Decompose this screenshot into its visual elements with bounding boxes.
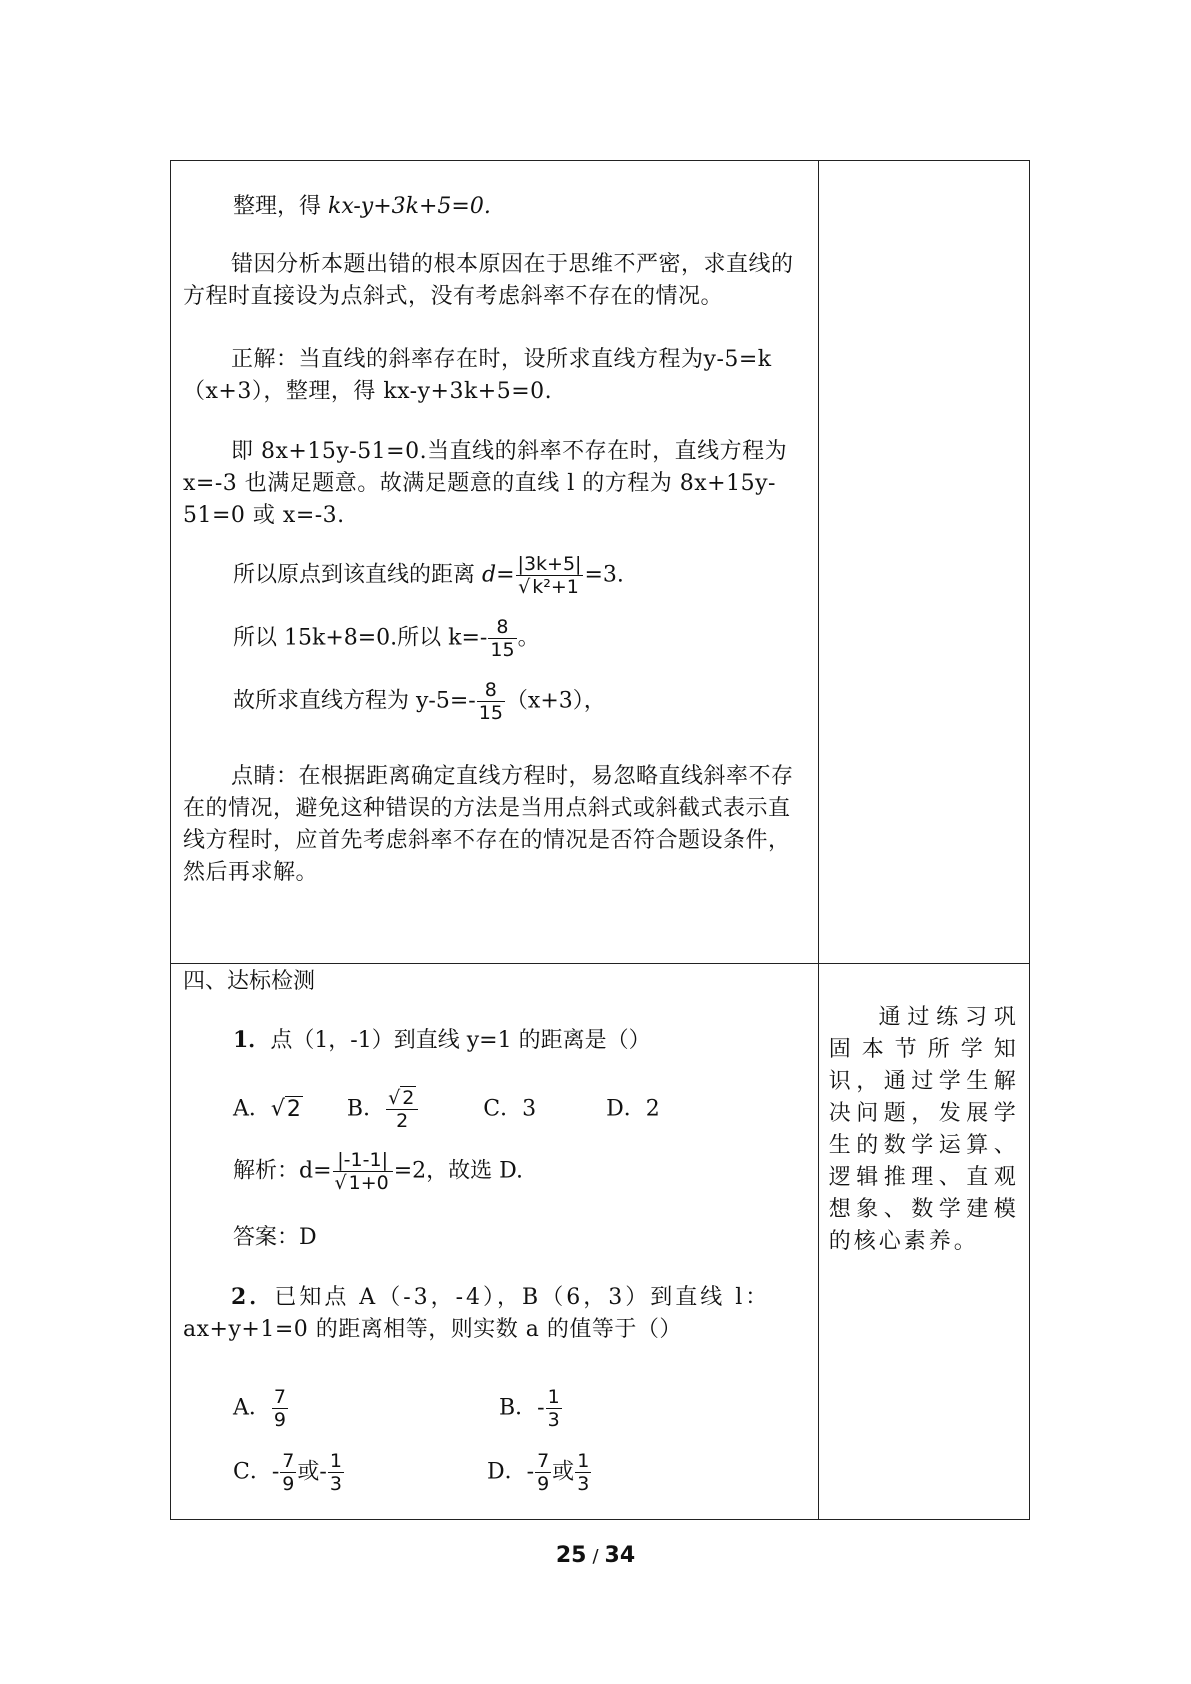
option-a-label: A． (233, 1096, 271, 1122)
equation: kx-y+3k+5=0. (328, 194, 491, 219)
numerator: 1 (577, 1450, 590, 1472)
question-1 (233, 1024, 651, 1057)
note-paragraph (183, 761, 803, 889)
total-pages: 34 (604, 1543, 636, 1568)
q2-option-a (233, 1386, 289, 1431)
option-b-value: $\frac{√ 2}{2}$ (386, 1087, 418, 1132)
text: 解析：d= (233, 1158, 332, 1184)
conclusion-text: 即 8x+15y-51=0.当直线的斜率不存在时，直线方程为 x=-3 也满足题意。故满足题意的直线 l 的方程为 8x+15y-51=0 或 x=-3. (183, 439, 788, 528)
objective-text (829, 1002, 1019, 1258)
text: =2，故选 D. (393, 1158, 524, 1184)
page-separator: / (592, 1546, 599, 1567)
denominator: 9 (282, 1473, 295, 1495)
text: 所以原点到该直线的距离 (233, 562, 476, 588)
text: 或 (552, 1459, 575, 1485)
denominator: 15 (478, 702, 503, 724)
q1-analysis (233, 1149, 523, 1194)
text: 。 (517, 625, 540, 651)
exercise-cell (171, 964, 819, 1520)
question-number: 1． (233, 1027, 271, 1053)
q1-answer: 答案：D (233, 1225, 317, 1250)
numerator: 8 (488, 616, 516, 639)
q1-options (233, 1087, 660, 1132)
denominator: 9 (273, 1409, 286, 1431)
solution-cell (171, 161, 819, 964)
q2-option-c (233, 1450, 345, 1495)
label: A． (233, 1395, 271, 1421)
distance-fraction: $\frac{|3k+5|}{\text{√ k²+1}}$ (517, 553, 582, 598)
numerator: |-1-1| (333, 1149, 393, 1172)
page-number (0, 1543, 1191, 1568)
correct-solution (183, 344, 803, 408)
q2-option-d (487, 1450, 592, 1495)
k-value (233, 616, 540, 661)
note-text: 点睛：在根据距离确定直线方程时，易忽略直线斜率不存在的情况，避免这种错误的方法是当用点斜式或斜截式表示直线方程时，应首先考虑斜率不存在的情况是否符合题设条件，然后再求解。 (183, 764, 794, 885)
denominator: 15 (490, 639, 515, 661)
distance-formula (233, 553, 624, 598)
denominator: k²+1 (532, 576, 579, 598)
error-analysis-text: 错因分析本题出错的根本原因在于思维不严密，求直线的方程时直接设为点斜式，没有考虑斜率不存在的情况。 (183, 252, 794, 309)
label: D．- (487, 1459, 535, 1485)
denominator: 9 (537, 1473, 550, 1495)
solution-conclusion (183, 436, 803, 532)
label: B．- (499, 1395, 545, 1421)
var-d: d= (482, 562, 515, 588)
objective-body: 通过练习巩固本节所学知识，通过学生解决问题，发展学生的数学运算、逻辑推理、直观想象、数学建模的核心素养。 (828, 1005, 1019, 1254)
denominator: 3 (577, 1473, 590, 1495)
final-equation (233, 679, 606, 724)
numerator: 8 (477, 679, 505, 702)
text: 整理，得 (233, 194, 322, 219)
denominator: 3 (329, 1473, 342, 1495)
lesson-table (170, 160, 1030, 1520)
question-text-a: 已知点 A（-3，-4），B（6，3）到直线 l： (274, 1285, 771, 1310)
error-analysis (183, 249, 803, 313)
section-heading: 四、达标检测 (183, 969, 316, 994)
option-c: C．3 (483, 1096, 537, 1122)
denominator: 1+0 (348, 1172, 389, 1194)
text: 故所求直线方程为 y-5=- (233, 688, 476, 714)
question-number: 2． (231, 1284, 275, 1310)
numerator: 2 (402, 1087, 415, 1109)
label: C．- (233, 1459, 280, 1485)
text: =3. (584, 562, 624, 588)
text: （x+3）， (505, 688, 606, 714)
text: 所以 15k+8=0.所以 k=- (233, 625, 488, 651)
radicand: 2 (286, 1096, 301, 1122)
option-d: D．2 (606, 1096, 660, 1122)
solution-text-b: y-5=k（x+3），整理，得 kx-y+3k+5=0. (183, 347, 772, 404)
question-text: 点（1，-1）到直线 y=1 的距离是（） (270, 1028, 651, 1053)
numerator: 7 (273, 1386, 286, 1408)
current-page: 25 (555, 1543, 587, 1568)
analysis-fraction: $\frac{|-1-1|}{√ 1+0}$ (333, 1149, 393, 1194)
denominator: 3 (547, 1409, 560, 1431)
question-text-b: ax+y+1=0 的距离相等，则实数 a 的值等于（） (183, 1317, 682, 1342)
numerator: |3k+5| (517, 553, 582, 575)
denominator: 2 (396, 1110, 409, 1132)
numerator: 7 (282, 1450, 295, 1472)
eq-fraction (477, 679, 505, 724)
text: 或- (297, 1459, 327, 1485)
line-simplify (233, 191, 491, 223)
numerator: 1 (329, 1450, 342, 1472)
k-fraction (488, 616, 516, 661)
solution-text-a: 正解：当直线的斜率存在时，设所求直线方程为 (231, 347, 704, 372)
numerator: 7 (537, 1450, 550, 1472)
option-b-label: B． (346, 1096, 386, 1122)
q2-option-b (499, 1386, 563, 1431)
question-2 (183, 1281, 803, 1346)
option-a-value: √2 (270, 1096, 301, 1122)
objective-cell (818, 964, 1029, 1520)
numerator: 1 (547, 1386, 560, 1408)
side-cell-empty (818, 161, 1029, 964)
